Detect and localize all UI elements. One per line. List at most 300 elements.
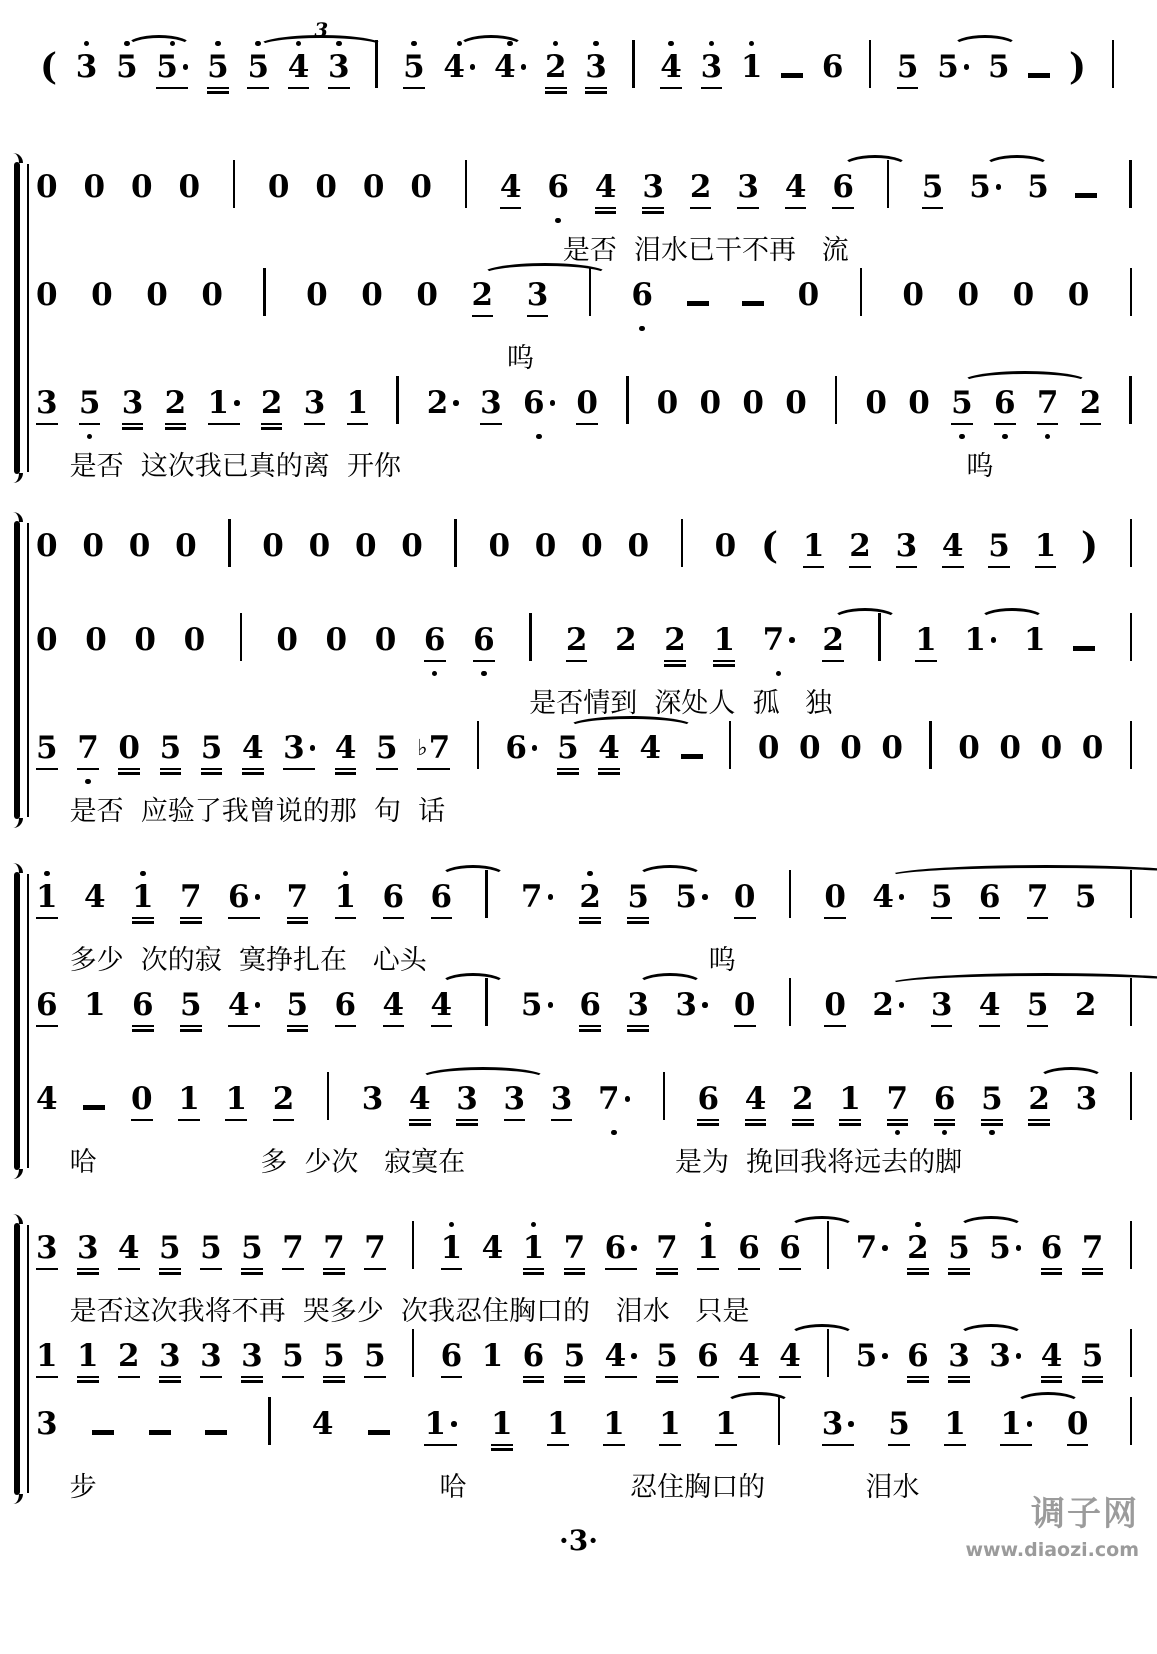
underline-beam	[132, 917, 154, 919]
note-body	[605, 1230, 637, 1266]
note-body	[535, 528, 557, 564]
barline-stroke	[729, 721, 732, 769]
note-body	[383, 879, 405, 915]
augmentation-dot	[702, 894, 708, 900]
note-body	[781, 49, 803, 85]
underline-beam	[595, 211, 617, 213]
note-token	[1027, 868, 1049, 936]
underline-beam	[207, 91, 229, 93]
note-body	[581, 528, 603, 564]
note-body	[715, 528, 737, 564]
note-body	[355, 528, 377, 564]
note-body	[443, 49, 475, 85]
octave-dot	[915, 1222, 921, 1228]
note-token	[364, 1327, 386, 1395]
beam-underlines	[36, 766, 58, 776]
underline-beam	[1082, 1376, 1104, 1378]
note-token	[242, 719, 264, 787]
rest-token	[309, 517, 331, 585]
note-token	[1000, 1395, 1032, 1463]
rest-token	[799, 719, 821, 787]
beam-underlines	[488, 564, 510, 574]
note-number: 5	[156, 49, 178, 85]
note-body	[1130, 1230, 1133, 1266]
lyrics-row	[36, 226, 1157, 266]
note-body	[131, 169, 153, 205]
beam-underlines	[585, 85, 607, 95]
note-body	[83, 1081, 105, 1117]
note-body	[745, 1081, 767, 1117]
beam-underlines	[782, 1023, 798, 1033]
note-token	[441, 1219, 463, 1287]
beam-underlines	[36, 205, 58, 215]
octave-dot	[140, 871, 146, 877]
underline-beam	[156, 87, 188, 89]
note-body	[485, 879, 488, 915]
note-body	[872, 879, 904, 915]
note-number: 0	[131, 169, 153, 205]
note-token	[979, 868, 1001, 936]
beam-underlines	[1105, 85, 1121, 95]
note-body	[942, 528, 964, 564]
note-number: 4	[430, 987, 453, 1023]
note-number: 4	[779, 1338, 801, 1374]
underline-beam	[1027, 917, 1049, 919]
note-body	[631, 277, 653, 313]
note-token	[417, 719, 450, 787]
beam-underlines	[241, 1266, 263, 1276]
beam-underlines	[872, 915, 904, 925]
note-number: 2	[872, 987, 894, 1023]
beam-underlines	[948, 1266, 970, 1276]
barline-stroke	[465, 160, 468, 208]
note-number: 5	[403, 49, 425, 85]
note-body	[521, 987, 553, 1023]
rest-token	[1067, 1395, 1089, 1463]
octave-dot	[1045, 434, 1051, 440]
note-number: 1	[547, 1406, 569, 1442]
note-number: 0	[881, 730, 903, 766]
barline	[1123, 517, 1139, 585]
note-number: 0	[1067, 277, 1090, 313]
underline-beam	[605, 1376, 637, 1378]
note-token	[482, 1219, 504, 1287]
system-2	[0, 517, 1157, 827]
note-body	[849, 528, 871, 564]
underline-beam	[36, 768, 58, 770]
beam-underlines	[887, 1117, 909, 1127]
octave-dots-above	[449, 1219, 455, 1230]
note-body	[737, 169, 759, 205]
slur-arc	[887, 865, 1157, 888]
barline-stroke	[477, 721, 480, 769]
rest-token	[91, 266, 113, 334]
note-token	[738, 1327, 760, 1395]
note-number: 1	[36, 1338, 58, 1374]
beam-underlines	[557, 766, 579, 776]
beam-underlines	[598, 766, 620, 776]
note-body	[615, 622, 637, 658]
beam-underlines	[785, 421, 807, 431]
lyric-segment: 是否情到 深处人 孤 独	[529, 688, 833, 719]
note-number: 0	[699, 385, 722, 421]
note-token	[273, 1070, 295, 1138]
beam-underlines	[309, 564, 331, 574]
note-number: 0	[957, 277, 980, 313]
beam-underlines	[200, 1374, 222, 1384]
note-token	[132, 976, 154, 1044]
barline-stroke	[263, 268, 266, 316]
underline-beam	[737, 207, 759, 209]
note-token	[737, 158, 759, 226]
note-token	[989, 1219, 1021, 1287]
beam-underlines	[131, 1117, 153, 1127]
augmentation-dot	[882, 1245, 888, 1251]
note-number: 0	[146, 277, 168, 313]
system-rows	[36, 868, 1157, 1178]
note-body	[659, 1406, 681, 1442]
note-body	[208, 385, 240, 421]
underline-beam	[77, 768, 99, 770]
note-body	[1024, 622, 1046, 658]
note-token	[948, 1219, 970, 1287]
note-number: 3	[737, 169, 759, 205]
note-token	[472, 266, 494, 334]
beam-underlines	[479, 915, 495, 925]
note-token	[288, 38, 310, 106]
barline-stroke	[1130, 1397, 1133, 1445]
note-body	[523, 1230, 545, 1266]
note-token	[424, 611, 446, 679]
note-token	[715, 1395, 737, 1463]
note-number: 1	[36, 879, 58, 915]
underline-beam	[605, 1268, 637, 1270]
note-body	[981, 1081, 1003, 1117]
note-body	[785, 385, 807, 421]
note-number: 4	[408, 1081, 431, 1117]
beam-underlines	[792, 1117, 814, 1127]
barline-stroke	[632, 40, 635, 88]
beam-underlines	[83, 1117, 105, 1127]
note-number: 6	[440, 1338, 463, 1374]
beam-underlines	[443, 85, 475, 95]
note-token	[76, 38, 98, 106]
note-body	[798, 277, 820, 313]
note-body	[134, 622, 156, 658]
dash-stroke	[368, 1430, 390, 1435]
note-body	[361, 277, 383, 313]
beam-underlines	[287, 915, 309, 925]
note-number: 0	[1040, 730, 1063, 766]
octave-dots-below	[1002, 431, 1008, 442]
open-paren	[761, 517, 778, 585]
underline-beam	[566, 660, 588, 662]
note-body	[878, 622, 881, 658]
beam-underlines	[470, 766, 486, 776]
lyric-segment: 泪水	[865, 1472, 920, 1503]
octave-dot	[536, 434, 542, 440]
barline	[872, 611, 888, 679]
beam-underlines	[180, 1023, 202, 1033]
underline-beam	[132, 1029, 154, 1031]
underline-beam	[376, 768, 398, 770]
note-number: 6	[430, 879, 453, 915]
note-body	[485, 987, 488, 1023]
beam-underlines	[958, 766, 980, 776]
underline-beam	[225, 1119, 247, 1121]
note-body	[527, 277, 549, 313]
note-number: 0	[742, 385, 764, 421]
note-token	[160, 719, 182, 787]
note-number: 5	[989, 1230, 1011, 1266]
barline-stroke	[268, 1397, 271, 1445]
rest-token	[908, 374, 930, 442]
beam-underlines	[36, 313, 58, 323]
beam-underlines	[523, 1374, 545, 1384]
barline	[820, 1327, 836, 1395]
beam-underlines	[312, 1442, 334, 1452]
note-token	[200, 1219, 222, 1287]
beam-underlines	[564, 1266, 586, 1276]
note-token	[376, 719, 398, 787]
note-number: 5	[520, 987, 543, 1023]
note-number: 5	[282, 1338, 304, 1374]
rest-token	[118, 719, 140, 787]
note-body	[282, 1338, 304, 1374]
beam-underlines	[771, 1442, 787, 1452]
underline-beam	[159, 1380, 181, 1382]
duration-dash	[92, 1395, 114, 1463]
underline-beam	[824, 917, 846, 919]
underline-beam	[491, 1448, 513, 1450]
note-token	[165, 374, 187, 442]
duration-dash	[368, 1395, 390, 1463]
barline	[1105, 38, 1121, 106]
note-body	[907, 1338, 929, 1374]
note-number: 4	[84, 879, 106, 915]
note-body	[482, 1338, 504, 1374]
beam-underlines	[36, 1442, 58, 1452]
note-token	[36, 374, 58, 442]
barline	[320, 1070, 336, 1138]
beam-underlines	[40, 85, 57, 95]
beam-underlines	[958, 313, 980, 323]
beam-underlines	[579, 1023, 601, 1033]
rest-token	[355, 517, 377, 585]
rest-token	[363, 158, 385, 226]
note-number: 7	[886, 1081, 909, 1117]
notation-row	[36, 1070, 1157, 1138]
note-number: 1	[346, 385, 369, 421]
note-token	[282, 1327, 304, 1395]
beam-underlines	[77, 1266, 99, 1276]
note-body	[77, 730, 99, 766]
note-number: 4	[738, 1338, 760, 1374]
notation-row	[36, 976, 1157, 1044]
note-body	[628, 528, 650, 564]
beam-underlines	[824, 1023, 846, 1033]
beam-underlines	[118, 766, 140, 776]
note-body	[827, 1230, 830, 1266]
note-body	[131, 1081, 153, 1117]
note-number: 3	[895, 528, 918, 564]
beam-underlines	[1037, 421, 1059, 431]
note-number: 7	[762, 622, 785, 658]
augmentation-dot	[964, 64, 970, 70]
note-body	[364, 1338, 386, 1374]
octave-dots-above	[457, 38, 463, 49]
note-token	[473, 611, 495, 679]
note-token	[116, 38, 138, 106]
note-number: 6	[907, 1338, 929, 1374]
note-token	[1028, 1070, 1050, 1138]
underline-beam	[282, 1268, 304, 1270]
beam-underlines	[856, 1374, 888, 1384]
barline-stroke	[1129, 376, 1132, 424]
beam-underlines	[822, 85, 844, 95]
rest-token	[1013, 266, 1035, 334]
rest-token	[1041, 719, 1063, 787]
note-body	[742, 385, 764, 421]
beam-underlines	[323, 1266, 345, 1276]
barline	[1123, 374, 1139, 442]
note-number: 1	[715, 1406, 737, 1442]
octave-dots-below	[639, 323, 645, 334]
note-number: 4	[494, 49, 516, 85]
notation-row	[36, 611, 1157, 679]
note-body	[660, 49, 682, 85]
rest-token	[840, 719, 862, 787]
octave-dots-below	[895, 1127, 901, 1138]
underline-beam	[579, 1025, 601, 1027]
note-body	[268, 1406, 271, 1442]
note-body	[785, 169, 807, 205]
note-token	[403, 38, 425, 106]
note-body	[472, 277, 494, 313]
underline-beam	[792, 1119, 814, 1121]
note-body	[697, 1081, 719, 1117]
augmentation-dot	[548, 894, 554, 900]
beam-underlines	[494, 85, 526, 95]
note-body	[431, 879, 453, 915]
beam-underlines	[1027, 915, 1049, 925]
rest-token	[416, 266, 438, 334]
barline-stroke	[827, 1329, 830, 1377]
note-number: 1	[132, 879, 154, 915]
note-body	[1112, 49, 1115, 85]
note-number: 6	[36, 987, 58, 1023]
note-body	[363, 169, 385, 205]
note-body	[690, 169, 712, 205]
note-number: 2	[426, 385, 449, 421]
note-token	[763, 611, 795, 679]
beam-underlines	[156, 85, 188, 95]
beam-underlines	[79, 421, 101, 431]
underline-beam	[551, 1119, 573, 1121]
beam-underlines	[282, 1374, 304, 1384]
note-number: 3	[821, 1406, 844, 1442]
watermark	[965, 1486, 1139, 1561]
underline-beam	[564, 1268, 586, 1270]
note-body	[335, 987, 357, 1023]
note-token	[521, 976, 553, 1044]
note-number: 6	[334, 987, 357, 1023]
note-body	[228, 879, 260, 915]
note-body	[675, 879, 707, 915]
note-token	[664, 611, 686, 679]
note-token	[598, 1070, 630, 1138]
note-body	[327, 1081, 330, 1117]
note-number: 2	[544, 49, 567, 85]
underline-beam	[201, 768, 223, 770]
note-number: 5	[988, 528, 1010, 564]
underline-beam	[261, 427, 283, 429]
octave-dot	[587, 871, 593, 877]
barline-stroke	[233, 160, 236, 208]
underline-beam	[627, 1025, 649, 1027]
beam-underlines	[1027, 1023, 1049, 1033]
augmentation-dot	[882, 1353, 888, 1359]
note-number: 5	[981, 1081, 1003, 1117]
dash-stroke	[1073, 646, 1095, 651]
barline	[782, 868, 798, 936]
note-body	[200, 1338, 222, 1374]
underline-beam	[304, 423, 326, 425]
barline	[226, 158, 242, 226]
underline-beam	[1082, 1272, 1104, 1274]
lyric-segment: 哈	[69, 1147, 97, 1178]
note-body	[1130, 528, 1133, 564]
beam-underlines	[1123, 313, 1139, 323]
note-token	[1075, 976, 1097, 1044]
rest-token	[742, 374, 764, 442]
underline-beam	[942, 566, 964, 568]
beam-underlines	[92, 1442, 114, 1452]
note-token	[362, 1070, 384, 1138]
augmentation-dot	[550, 400, 556, 406]
note-number: 5	[1027, 169, 1049, 205]
note-number: 0	[85, 622, 107, 658]
octave-dot	[709, 41, 715, 47]
note-token	[1027, 158, 1049, 226]
beam-underlines	[1075, 205, 1097, 215]
note-body	[323, 1230, 345, 1266]
underline-beam	[1028, 1119, 1050, 1121]
octave-dots-above	[507, 38, 513, 49]
dash-stroke	[681, 754, 703, 759]
note-token	[656, 1327, 678, 1395]
underline-beam	[36, 1376, 58, 1378]
note-number: 3	[480, 385, 502, 421]
barline	[828, 374, 844, 442]
note-number: 2	[471, 277, 494, 313]
note-number: 6	[579, 987, 601, 1023]
note-body	[840, 730, 862, 766]
beam-underlines	[742, 421, 764, 431]
beam-underlines	[1123, 1442, 1139, 1452]
note-token	[118, 1219, 140, 1287]
note-number: 7	[286, 879, 309, 915]
lyrics-row	[36, 936, 1157, 976]
note-body	[1130, 277, 1133, 313]
lyric-segment: 呜	[708, 945, 736, 976]
note-number: 0	[757, 730, 780, 766]
underline-beam	[944, 1444, 966, 1446]
note-number: 0	[362, 169, 385, 205]
note-body	[699, 385, 721, 421]
note-number: 1	[740, 49, 763, 85]
underline-beam	[564, 1380, 586, 1382]
